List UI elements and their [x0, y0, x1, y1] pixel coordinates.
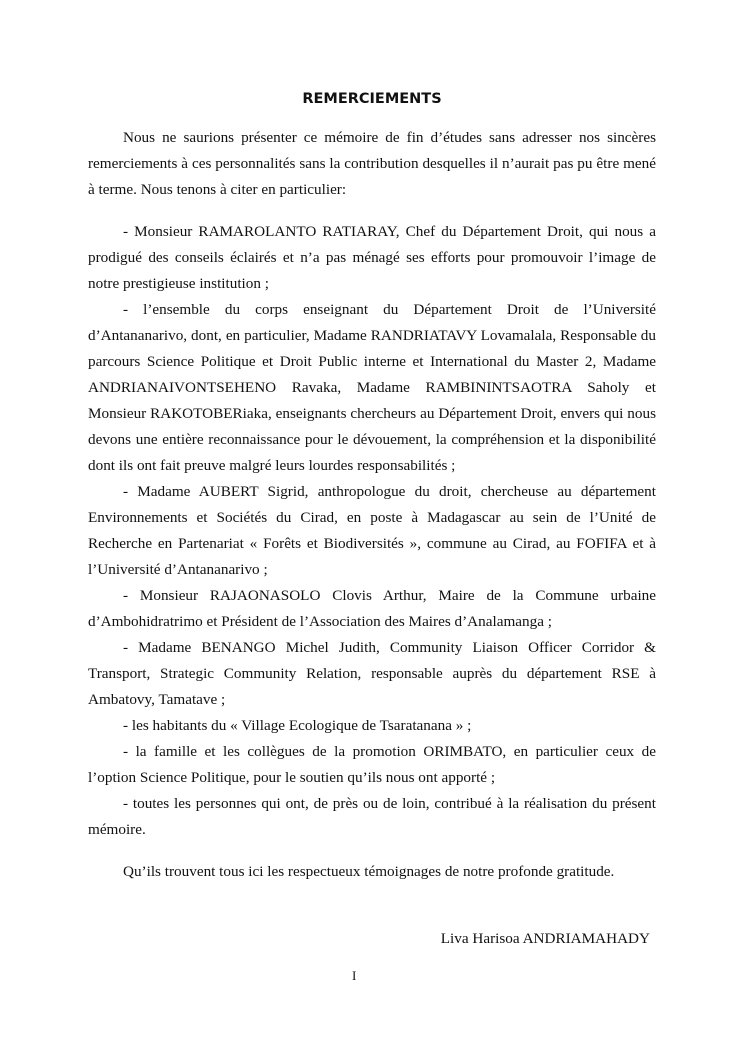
page-number: I	[352, 968, 357, 983]
page-title: REMERCIEMENTS	[302, 91, 442, 107]
list-item: - toutes les personnes qui ont, de près ou de loin, contribué à la réalisation du présent mémoire.	[88, 795, 656, 838]
acknowledgement-list	[88, 219, 656, 843]
signature: Liva Harisoa ANDRIAMAHADY	[440, 930, 650, 947]
closing-paragraph: Qu’ils trouvent tous ici les respectueux témoignages de notre profonde gratitude.	[123, 863, 615, 880]
closing-block	[88, 859, 656, 885]
list-item: - Monsieur RAJAONASOLO Clovis Arthur, Maire de la Commune urbaine d’Ambohidratrimo et Président de l’Association des Maires d’Analamanga ;	[88, 587, 656, 630]
intro-paragraph-block	[88, 125, 656, 203]
list-item: - la famille et les collègues de la promotion ORIMBATO, en particulier ceux de l’option Science Politique, pour le soutien qu’ils nous ont apporté ;	[88, 743, 656, 786]
list-item: - Madame AUBERT Sigrid, anthropologue du droit, chercheuse au département Environnements et Sociétés du Cirad, en poste à Madagascar au sein de l’Unité de Recherche en Partenariat « Forêts et Biodiversités », commune au Cirad, au FOFIFA et à l’Université d’Antananarivo ;	[88, 483, 656, 578]
list-item: - Monsieur RAMAROLANTO RATIARAY, Chef du Département Droit, qui nous a prodigué des conseils éclairés et n’a pas ménagé ses efforts pour promouvoir l’image de notre prestigieuse institution ;	[88, 223, 656, 292]
list-item: - l’ensemble du corps enseignant du Département Droit de l’Université d’Antananarivo, dont, en particulier, Madame RANDRIATAVY Lovamalala, Responsable du parcours Science Politique et Droit Public interne et International du Master 2, Madame ANDRIANAIVONTSEHENO Ravaka, Madame RAMBININTSAOTRA Saholy et Monsieur RAKOTOBERiaka, enseignants chercheurs au Département Droit, envers qui nous devons une entière reconnaissance pour le dévouement, la compréhension et la disponibilité dont ils ont fait preuve malgré leurs lourdes responsabilités ;	[88, 301, 656, 474]
list-item: - Madame BENANGO Michel Judith, Community Liaison Officer Corridor & Transport, Strategic Community Relation, responsable auprès du département RSE à Ambatovy, Tamatave ;	[88, 639, 656, 708]
list-item: - les habitants du « Village Ecologique de Tsaratanana » ;	[123, 717, 472, 734]
intro-paragraph: Nous ne saurions présenter ce mémoire de fin d’études sans adresser nos sincères remerciements à ces personnalités sans la contribution desquelles il n’aurait pas pu être mené à terme. Nous tenons à citer en particulier:	[88, 129, 656, 198]
